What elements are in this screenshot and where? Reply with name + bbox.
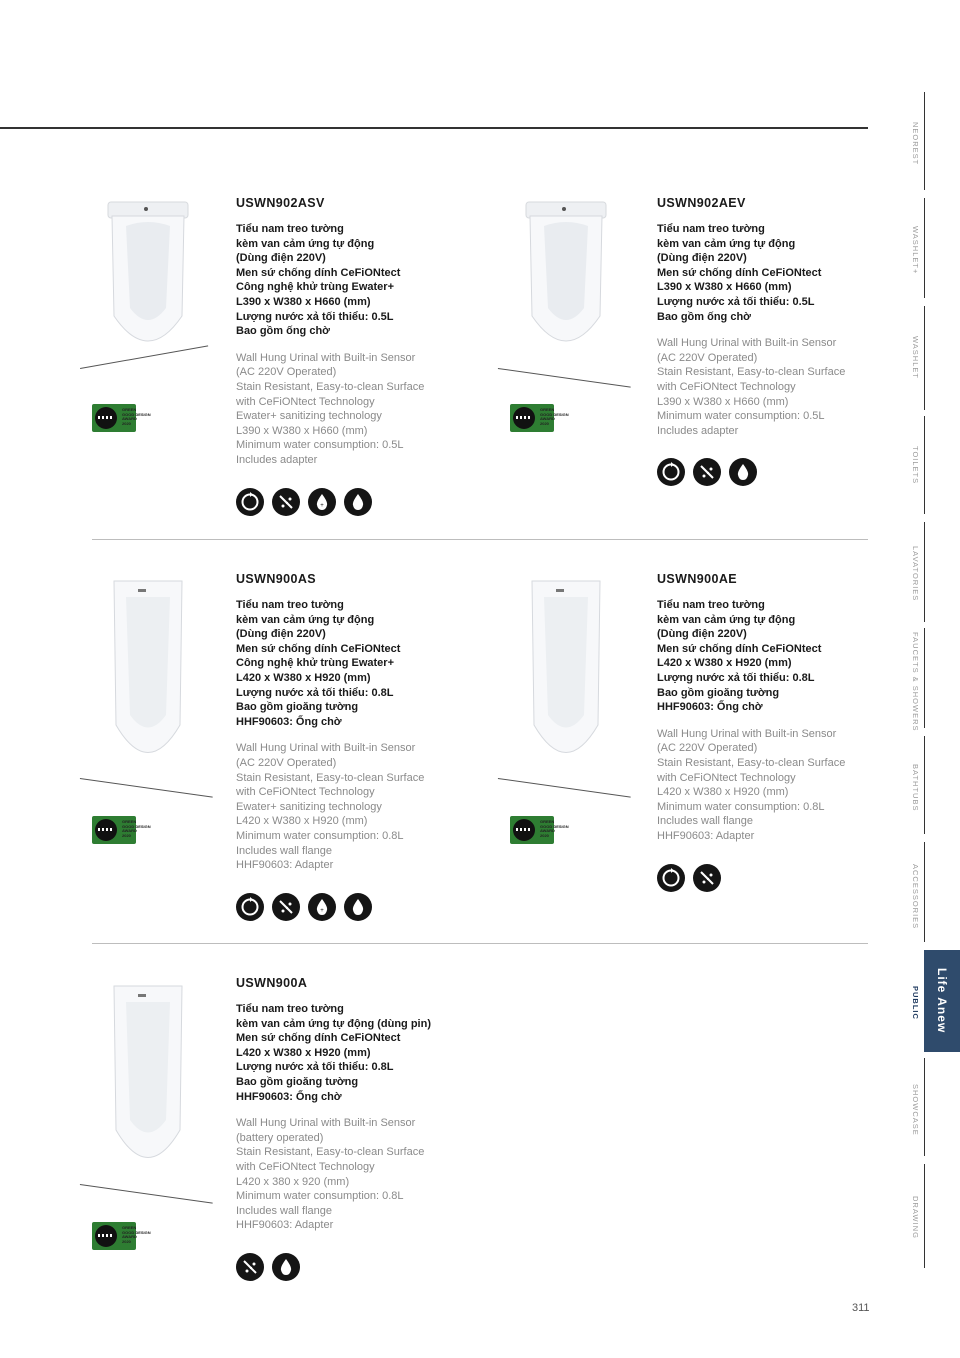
product-block (657, 572, 897, 892)
section-divider (92, 539, 868, 540)
sidebar-item-neorest[interactable]: NEOREST (911, 122, 920, 166)
feature-icons (236, 893, 476, 921)
description-line: Includes wall flange (657, 815, 754, 828)
sidebar-item-toilets[interactable]: TOILETS (911, 446, 920, 485)
description-line: L390 x W380 x H660 (mm) (236, 295, 371, 308)
description-line: Wall Hung Urinal with Built-in Sensor (657, 727, 837, 740)
description-line: Men sứ chống dính CeFiONtect (657, 266, 822, 279)
product-description-en (657, 727, 897, 844)
description-line: Includes wall flange (236, 1204, 333, 1217)
sidebar-divider (924, 416, 925, 514)
description-line: kèm van cảm ứng tự động (236, 237, 375, 250)
description-line: Stain Resistant, Easy-to-clean Surface (236, 771, 425, 784)
page-number: 311 (852, 1302, 870, 1314)
description-line: Lượng nước xả tối thiểu: 0.8L (236, 1061, 394, 1074)
cycle-icon (236, 488, 264, 516)
ewater-icon (308, 893, 336, 921)
product-description-vi (657, 222, 897, 324)
description-line: kèm van cảm ứng tự động (236, 613, 375, 626)
sidebar-item-faucets-showers[interactable]: FAUCETS & SHOWERS (911, 632, 920, 732)
product-description-vi (657, 598, 897, 715)
water-drop-icon (344, 488, 372, 516)
no-touch-icon (272, 893, 300, 921)
description-line: Minimum water consumption: 0.5L (236, 439, 404, 452)
sidebar-item-washlet-plus[interactable]: WASHLET+ (911, 226, 920, 275)
description-line: kèm van cảm ứng tự động (657, 237, 796, 250)
svg-text:+: + (320, 502, 324, 509)
description-line: Includes wall flange (236, 844, 333, 857)
sidebar-divider (924, 306, 925, 410)
description-line: Stain Resistant, Easy-to-clean Surface (236, 1146, 425, 1159)
no-touch-icon (272, 488, 300, 516)
description-line: HHF90603: Adapter (236, 1219, 334, 1232)
product-code: USWN900AS (236, 572, 317, 586)
description-line: Minimum water consumption: 0.8L (657, 800, 825, 813)
section-divider (92, 943, 868, 944)
sidebar-divider (924, 522, 925, 622)
description-line: with CeFiONtect Technology (236, 786, 375, 799)
description-line: Wall Hung Urinal with Built-in Sensor (236, 351, 416, 364)
description-line: L420 x W380 x H920 (mm) (236, 1046, 371, 1059)
product-code: USWN902AEV (657, 196, 746, 210)
description-line: Wall Hung Urinal with Built-in Sensor (657, 337, 837, 350)
description-line: Includes adapter (236, 453, 318, 466)
description-line: (AC 220V Operated) (657, 351, 758, 364)
description-line: Wall Hung Urinal with Built-in Sensor (236, 1117, 416, 1130)
description-line: Includes adapter (657, 424, 739, 437)
water-drop-icon (272, 1253, 300, 1281)
badge-text: GREEN GOOD DESIGN AWARD 2020 (122, 407, 151, 426)
water-drop-icon (344, 893, 372, 921)
feature-icons (657, 458, 897, 486)
cycle-icon (657, 864, 685, 892)
description-line: Bao gồm ống chờ (657, 310, 751, 323)
dimension-line (80, 778, 213, 798)
description-line: Stain Resistant, Easy-to-clean Surface (236, 380, 425, 393)
feature-icons (236, 1253, 476, 1281)
description-line: Men sứ chống dính CeFiONtect (657, 642, 822, 655)
product-code: USWN900A (236, 976, 308, 990)
product-description-vi (236, 1002, 476, 1104)
description-line: (Dùng điện 220V) (236, 252, 326, 265)
feature-icons (657, 864, 897, 892)
product-code: USWN902ASV (236, 196, 325, 210)
description-line: Bao gồm gioăng tường (236, 1075, 359, 1088)
ewater-icon (308, 488, 336, 516)
description-line: Men sứ chống dính CeFiONtect (236, 266, 401, 279)
sidebar-item-lavatories[interactable]: LAVATORIES (911, 546, 920, 602)
no-touch-icon (236, 1253, 264, 1281)
description-line: (Dùng điện 220V) (657, 628, 747, 641)
product-description-en (236, 1116, 476, 1233)
dimension-line (498, 368, 631, 388)
description-line: Men sứ chống dính CeFiONtect (236, 642, 401, 655)
description-line: HHF90603: Ống chờ (236, 1090, 342, 1103)
dimension-line (498, 778, 631, 798)
product-image-uswn900as (108, 575, 188, 780)
product-description-en (657, 336, 897, 438)
svg-text:+: + (320, 907, 324, 914)
description-line: Wall Hung Urinal with Built-in Sensor (236, 742, 416, 755)
description-line: HHF90603: Ống chờ (236, 715, 342, 728)
description-line: Tiểu nam treo tường (236, 599, 344, 611)
sidebar-item-showcase[interactable]: SHOWCASE (911, 1084, 920, 1136)
description-line: L390 x W380 x H660 (mm) (657, 395, 789, 408)
description-line: Bao gồm ống chờ (236, 325, 330, 338)
description-line: L390 x W380 x H660 (mm) (236, 424, 368, 437)
sidebar-divider (924, 198, 925, 298)
description-line: Stain Resistant, Easy-to-clean Surface (657, 366, 846, 379)
description-line: (Dùng điện 220V) (657, 252, 747, 265)
sidebar-divider (924, 842, 925, 942)
description-line: with CeFiONtect Technology (236, 395, 375, 408)
description-line: HHF90603: Ống chờ (657, 701, 763, 714)
sidebar-item-public[interactable]: PUBLIC (911, 986, 920, 1020)
description-line: HHF90603: Adapter (657, 829, 755, 842)
description-line: Bao gồm gioăng tường (657, 686, 780, 699)
sidebar-item-accessories[interactable]: ACCESSORIES (911, 864, 920, 930)
product-description-en (236, 741, 476, 872)
description-line: Lượng nước xả tối thiểu: 0.5L (657, 295, 815, 308)
description-line: Bao gồm gioăng tường (236, 701, 359, 714)
description-line: Công nghệ khử trùng Ewater+ (236, 281, 395, 294)
no-touch-icon (693, 458, 721, 486)
brand-tab-label: Life Anew (935, 968, 949, 1034)
sidebar-divider (924, 1058, 925, 1156)
description-line: kèm van cảm ứng tự động (dùng pin) (236, 1017, 431, 1030)
feature-icons (236, 488, 476, 516)
description-line: L420 x W380 x H920 (mm) (236, 815, 368, 828)
description-line: L420 x W380 x H920 (mm) (236, 671, 371, 684)
description-line: Lượng nước xả tối thiểu: 0.5L (236, 310, 394, 323)
product-image-uswn900ae (526, 575, 606, 780)
description-line: Tiểu nam treo tường (236, 223, 344, 235)
product-block (236, 976, 476, 1281)
product-block (236, 572, 476, 921)
description-line: L420 x W380 x H920 (mm) (657, 786, 789, 799)
badge-text: GREEN GOOD DESIGN AWARD 2020 (122, 1225, 151, 1244)
sidebar-item-washlet[interactable]: WASHLET (911, 336, 920, 379)
description-line: (AC 220V Operated) (657, 742, 758, 755)
description-line: Ewater+ sanitizing technology (236, 410, 382, 423)
description-line: Minimum water consumption: 0.5L (657, 410, 825, 423)
description-line: (Dùng điện 220V) (236, 628, 326, 641)
description-line: Stain Resistant, Easy-to-clean Surface (657, 756, 846, 769)
sidebar-item-drawing[interactable]: DRAWING (911, 1196, 920, 1239)
product-description-vi (236, 222, 476, 339)
description-line: L390 x W380 x H660 (mm) (657, 281, 792, 294)
product-block (657, 196, 897, 486)
description-line: Lượng nước xả tối thiểu: 0.8L (657, 671, 815, 684)
product-image-uswn902aev (518, 196, 618, 361)
description-line: HHF90603: Adapter (236, 859, 334, 872)
description-line: Men sứ chống dính CeFiONtect (236, 1032, 401, 1045)
no-touch-icon (693, 864, 721, 892)
product-description-vi (236, 598, 476, 729)
description-line: L420 x 380 x 920 (mm) (236, 1175, 350, 1188)
sidebar-divider (924, 1164, 925, 1268)
description-line: (battery operated) (236, 1131, 324, 1144)
cycle-icon (657, 458, 685, 486)
sidebar-divider (924, 92, 925, 190)
description-line: Minimum water consumption: 0.8L (236, 1190, 404, 1203)
description-line: Tiểu nam treo tường (657, 599, 765, 611)
description-line: (AC 220V Operated) (236, 756, 337, 769)
sidebar-divider (924, 628, 925, 728)
product-image-uswn900a (108, 980, 188, 1185)
water-drop-icon (729, 458, 757, 486)
description-line: Ewater+ sanitizing technology (236, 800, 382, 813)
badge-text: GREEN GOOD DESIGN AWARD 2020 (540, 819, 569, 838)
description-line: Tiểu nam treo tường (657, 223, 765, 235)
description-line: with CeFiONtect Technology (657, 380, 796, 393)
cycle-icon (236, 893, 264, 921)
badge-text: GREEN GOOD DESIGN AWARD 2020 (122, 819, 151, 838)
dimension-line (80, 1184, 213, 1204)
description-line: Công nghệ khử trùng Ewater+ (236, 657, 395, 670)
product-block (236, 196, 476, 516)
description-line: Lượng nước xả tối thiểu: 0.8L (236, 686, 394, 699)
product-image-uswn902asv (100, 196, 200, 361)
badge-text: GREEN GOOD DESIGN AWARD 2020 (540, 407, 569, 426)
sidebar-item-bathtubs[interactable]: BATHTUBS (911, 764, 920, 812)
product-description-en (236, 351, 476, 468)
product-code: USWN900AE (657, 572, 738, 586)
description-line: L420 x W380 x H920 (mm) (657, 657, 792, 670)
description-line: with CeFiONtect Technology (657, 771, 796, 784)
sidebar-divider (924, 736, 925, 834)
description-line: Minimum water consumption: 0.8L (236, 829, 404, 842)
description-line: kèm van cảm ứng tự động (657, 613, 796, 626)
top-rule (0, 127, 868, 129)
description-line: Tiểu nam treo tường (236, 1003, 344, 1015)
description-line: with CeFiONtect Technology (236, 1160, 375, 1173)
description-line: (AC 220V Operated) (236, 366, 337, 379)
